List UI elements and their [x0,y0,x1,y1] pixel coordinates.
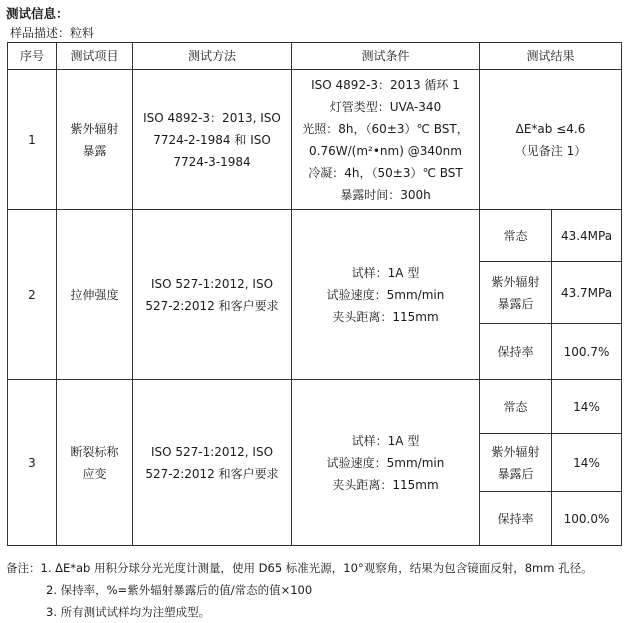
test-item [57,70,133,210]
result-sub-value: 14% [552,380,622,434]
test-method [133,70,292,210]
header-no: 序号 [8,43,57,70]
condition-line: 冷凝：4h，（50±3）℃ BST [308,165,463,180]
result-sub-value: 14% [552,434,622,492]
result-sub-value: 100.0% [552,492,622,546]
method-line: ISO 527-1:2012, ISO [150,276,274,291]
condition-line: 试验速度：5mm/min [326,287,445,302]
condition-line: 试验速度：5mm/min [326,455,445,470]
row-no: 1 [8,70,57,210]
result-sub-label-text: 紫外辐射 [491,274,540,289]
test-item [57,210,133,380]
note-2: 2. 保持率，%=紫外辐射暴露后的值/常态的值×100 [46,583,313,597]
table-header-row [8,43,622,70]
header-result: 测试结果 [480,43,622,70]
condition-line: 0.76W/(m²•nm) @340nm [309,143,462,158]
result-sub-label [480,210,552,262]
condition-line: 光照：8h，（60±3）℃ BST， [302,121,469,136]
method-line: 527-2:2012 和客户要求 [145,466,279,481]
test-conditions [292,380,480,546]
test-conditions [292,70,480,210]
test-item-line: 拉伸强度 [70,287,119,302]
header-conditions: 测试条件 [292,43,480,70]
result-sub-label-text: 常态 [503,399,528,414]
result-sub-value: 100.7% [552,324,622,380]
condition-line: 试样：1A 型 [351,433,420,448]
result-sub-label-text: 暴露后 [497,296,534,311]
result-sub-label-text: 常态 [503,228,528,243]
result-sub-label-text: 保持率 [497,511,534,526]
result-sub-value: 43.4MPa [552,210,622,262]
result-sub-value: 43.7MPa [552,262,622,324]
header-item: 测试项目 [57,43,133,70]
table-row [8,380,622,434]
result-sub-label-text: 紫外辐射 [491,444,540,459]
sample-description: 样品描述：粒料 [10,26,95,40]
table-row [8,210,622,262]
result-sub-label [480,324,552,380]
test-method [133,210,292,380]
condition-line: ISO 4892-3：2013 循环 1 [311,77,460,92]
section-title: 测试信息： [6,6,69,21]
method-line: 7724-2-1984 和 ISO [153,132,271,147]
test-item-line: 断裂标称 [70,444,119,459]
test-item-line: 暴露 [82,143,107,158]
note-1: 备注：1. ΔE*ab 用积分球分光光度计测量，使用 D65 标准光源，10°观察角，结果为包含镜面反射，8mm 孔径。 [6,561,593,575]
method-line: ISO 4892-3：2013, ISO [143,110,281,125]
test-conditions [292,210,480,380]
condition-line: 灯管类型：UVA-340 [329,99,442,114]
note-3: 3. 所有测试试样均为注塑成型。 [46,605,211,619]
test-item-line: 应变 [82,466,107,481]
result-sub-label [480,262,552,324]
test-method [133,380,292,546]
result-sub-label [480,380,552,434]
condition-line: 试样：1A 型 [351,265,420,280]
result-sub-label-text: 保持率 [497,344,534,359]
result-sub-label [480,492,552,546]
result-line: （见备注 1） [514,143,587,158]
condition-line: 夹头距离：115mm [332,309,439,324]
method-line: 7724-3-1984 [173,154,251,169]
result-line: ΔE*ab ≤4.6 [515,121,586,136]
condition-line: 暴露时间：300h [340,187,431,202]
test-results-table [7,42,622,546]
header-method: 测试方法 [133,43,292,70]
test-item-line: 紫外辐射 [70,121,119,136]
row-no: 3 [8,380,57,546]
result-sub-label [480,434,552,492]
row-no: 2 [8,210,57,380]
result-sub-label-text: 暴露后 [497,466,534,481]
method-line: 527-2:2012 和客户要求 [145,298,279,313]
table-row [8,70,622,210]
method-line: ISO 527-1:2012, ISO [150,444,274,459]
test-result [480,70,622,210]
condition-line: 夹头距离：115mm [332,477,439,492]
notes-section [6,557,593,623]
test-item [57,380,133,546]
